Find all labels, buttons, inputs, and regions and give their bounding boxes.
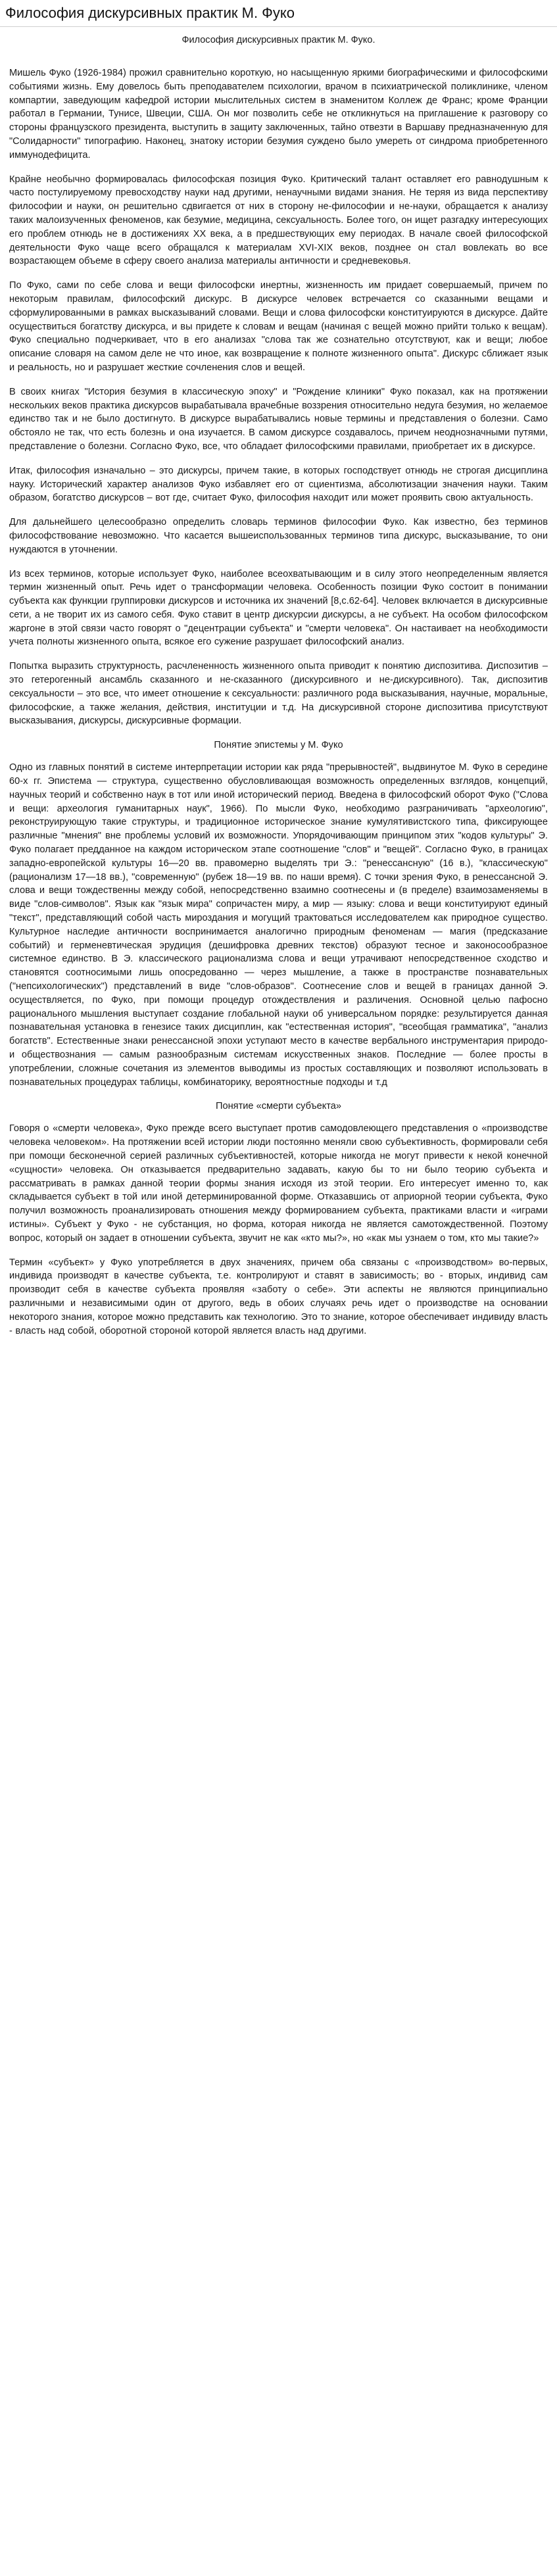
page-title: Философия дискурсивных практик М. Фуко	[5, 5, 295, 21]
paragraph: В своих книгах "История безумия в классическую эпоху" и "Рождение клиники" Фуко показал, как на протяжении нескольких веков практика дискурсов вырабатывала врачебные воззрения относительно недуга безумия, но желаемое единство так и не было достигнуто. В дискурсе вырабатывались новые термины и представления о болезни. Само обстояло не так, что есть болезнь и она изучается. В самом дискурсе создавалось, причем неоднозначными путями, представление о болезни. Согласно Фуко, все, что обладает философскими правилами, приобретает их в дискурсе.	[9, 386, 548, 452]
section-heading-subject: Понятие «смерти субъекта»	[216, 1101, 341, 1112]
paragraph: Для дальнейшего целесообразно определить словарь терминов философии Фуко. Как известно, без терминов философствование невозможно. Что касается вышеиспользованных терминов типа дискурс, высказывание, то они нуждаются в уточнении.	[9, 517, 548, 555]
document-subtitle: Философия дискурсивных практик М. Фуко.	[182, 35, 375, 45]
article-body	[9, 66, 548, 1338]
paragraph: Говоря о «смерти человека», Фуко прежде всего выступает против самодовлеющего представления о «производстве человека человеком». На протяжении всей истории люди постоянно меняли свою субъективность, формировали себя при помощи бесконечной серией различных субъективностей, которые никогда не могут привести к некой конечной «сущности» человека. Он отказывается предварительно задавать, какую бы то ни было теорию субъекта и рассматривать в рамках данной теории формы знания исходя из этой теории. Его интересует именно то, как складывается субъект в той или иной детерминированной форме. Отказавшись от априорной теории субъекта, Фуко получил возможность проанализировать отношения между формированием субъекта, практиками власти и «играми истины». Субъект у Фуко - не субстанция, но форма, которая никогда не является самотождественной. Поэтому вопрос, который он задает в отношении субъекта, звучит не как «кто мы?», но «как мы узнаем о том, кто мы такие?»	[9, 1123, 548, 1244]
paragraph: Одно из главных понятий в системе интерпретации истории как ряда "прерывностей", выдвинутое М. Фуко в середине 60-х гг. Эпистема — структура, существенно обусловливающая возможность определенных взглядов, концепций, научных теорий и собственно наук в тот или иной исторический период. Введена в философский оборот Фуко ("Слова и вещи: археология гуманитарных наук", 1966). По мысли Фуко, необходимо разграничивать "археологию", реконструирующую такие структуры, и традиционное историческое знание кумулятивистского типа, фиксирующее различные "мнения" вне проблемы условий их возможности. Упорядочивающим принципом этих "кодов культуры" Э. Фуко полагает предданное на каждом историческом этапе соотношение "слов" и "вещей". Согласно Фуко, в границах западно-европейской культуры 16—20 вв. правомерно выделять три Э.: "ренессансную" (16 в.), "классическую" (рационализм 17—18 вв.), "современную" (рубеж 18—19 вв. по наши время). С точки зрения Фуко, в ренессансной Э. слова и вещи тождественны между собой, непосредственно взаимно соотнесены и (в пределе) взаимозаменяемы в виде "слов-символов". Язык как "язык мира" сопричастен миру, а мир — языку: слова и вещи конституируют единый "текст", представляющий собой часть мироздания и могущий трактоваться исследователем как природное существо. Культурное наследие античности воспринимается аналогично природным феноменам — магия (предсказание событий) и герменевтическая эрудиция (дешифровка древних текстов) образуют тесное и законосообразное системное единство. В Э. классического рационализма слова и вещи утрачивают непосредственное сходство и становятся соотносимыми лишь опосредованно — через мышление, а также в пространстве познавательных ("непсихологических") представлений в виде "слов-образов". Соотнесение слов и вещей в границах данной Э. осуществляется, по Фуко, при помощи процедур отождествления и различения. Основной целью пафосно рационального мышления выступает создание глобальной науки об универсальном порядке: результируется данная познавательная установка в генезисе таких дисциплин, как "естественная история", "всеобщая грамматика", "анализ богатств". Естественные знаки ренессансной эпохи уступают место в качестве вербального инструментария природо- и обществознания — самым разнообразным системам искусственных знаков. Последние — более просты в употреблении, сложные сочетания из элементов выводимы из простых составляющих и позволяют использовать в познавательных процедурах таблицы, комбинаторику, вероятностные подходы и т.д	[9, 762, 548, 1088]
title-bar	[0, 0, 557, 27]
paragraph: Крайне необычно формировалась философская позиция Фуко. Критический талант оставляет его равнодушным к часто постулируемому превосходству науки над другими, ненаучными видами знания. Не теряя из вида перспективу философии и науки, он решительно сдвигается от них в сторону не-философии и не-науки, обращается к анализу таких малоизученных феноменов, как безумие, медицина, сексуальность. Более того, он ищет разгадку интересующих его проблем отнюдь не в достижениях XX века, а в предшествующих ему периодах. В начале своей философской деятельности Фуко чаще всего обращался к материалам XVI-XIX веков, позднее он стал вовлекать во все возрастающем объеме в сферу своего анализа материалы античности и средневековья.	[9, 174, 548, 267]
paragraph: Попытка выразить структурность, расчлененность жизненного опыта приводит к понятию диспозитива. Диспозитив – это гетерогенный ансамбль сказанного и не-сказанного (дискурсивного и не-дискурсивного). Так, диспозитив сексуальности – это все, что имеет отношение к сексуальности: различного рода высказывания, научные, моральные, философские, а также желания, действия, институции и т.д. На дискурсивной стороне диспозитива присутствуют высказывания, дискурсы, дискурсивные формации.	[9, 661, 548, 727]
paragraph: Итак, философия изначально – это дискурсы, причем такие, в которых господствует отнюдь не строгая дисциплина науку. Исторический характер анализов Фуко избавляет его от сциентизма, абсолютизации значения науки. Таким образом, богатство дискурсов – вот где, считает Фуко, философия находит или может проявить свою актуальность.	[9, 465, 548, 504]
paragraph: По Фуко, сами по себе слова и вещи философски инертны, жизненность им придает совершаемый, причем по некоторым правилам, философский дискурс. В дискурсе человек встречается со сказанными вещами и сформулированными в рамках высказываний словами. Вещи и слова философски конституируются в дискурсе. Дайте осуществиться богатству дискурса, и вы придете к словам и вещам (начиная с вещей можно прийти только к вещам). Фуко специально подчеркивает, что в его анализах "слова так же сознательно отсутствуют, как и вещи; любое описание словаря на самом деле не что иное, как возвращение к полноте жизненного опыта". Дискурс сближает язык и реальность, но и разрушает жесткие сочленения слов и вещей.	[9, 280, 548, 373]
paragraph: Термин «субъект» у Фуко употребляется в двух значениях, причем оба связаны с «производством» во-первых, индивида производят в качестве субъекта, т.е. контролируют и ставят в зависимость; во - вторых, индивид сам производит себя в качестве субъекта проявляя «заботу о себе». Эти аспекты не являются принципиально различными и независимыми один от другого, ведь в обоих случаях речь идет о производстве на основании некоторого знания, которое можно представить как технологию. Это то знание, которое обеспечивает индивиду власть - власть над собой, оборотной стороной которой является власть над другими.	[9, 1257, 548, 1336]
paragraph: Из всех терминов, которые использует Фуко, наиболее всеохватывающим и в силу этого неопределенным является термин жизненный опыт. Речь идет о трансформации человека. Особенность позиции Фуко состоит в понимании субъекта как функции группировки дискурсов и источника их значений [8,с.62-64]. Человек включается в дискурсивные сети, а не творит их из самого себя. Фуко ставит в центр дискурсии дискурсы, а не субъект. На особом философском жаргоне в этой связи часто говорят о "децентрации субъекта" и "смерти человека". Он настаивает на необходимости учета полноты жизненного опыта, всякое его сужение разрушает философский анализ.	[9, 568, 548, 648]
paragraph: Мишель Фуко (1926-1984) прожил сравнительно короткую, но насыщенную яркими биографическими и философскими событиями жизнь. Ему довелось быть преподавателем психологии, врачом в психиатрической поликлинике, членом компартии, заведующим кафедрой истории мыслительных систем в знаменитом Коллеж де Франс; кроме Франции работал в Германии, Тунисе, Швеции, США. Он мог позволить себе не откликнуться на приглашение к разговору со стороны французского президента, выступить в защиту заключенных, тайно отвезти в Варшаву предназначенную для "Солидарности" типографию. Наконец, знатоку истории безумия суждено было умереть от синдрома приобретенного иммунодефицита.	[9, 68, 548, 160]
section-heading-episteme: Понятие эпистемы у М. Фуко	[214, 740, 343, 751]
